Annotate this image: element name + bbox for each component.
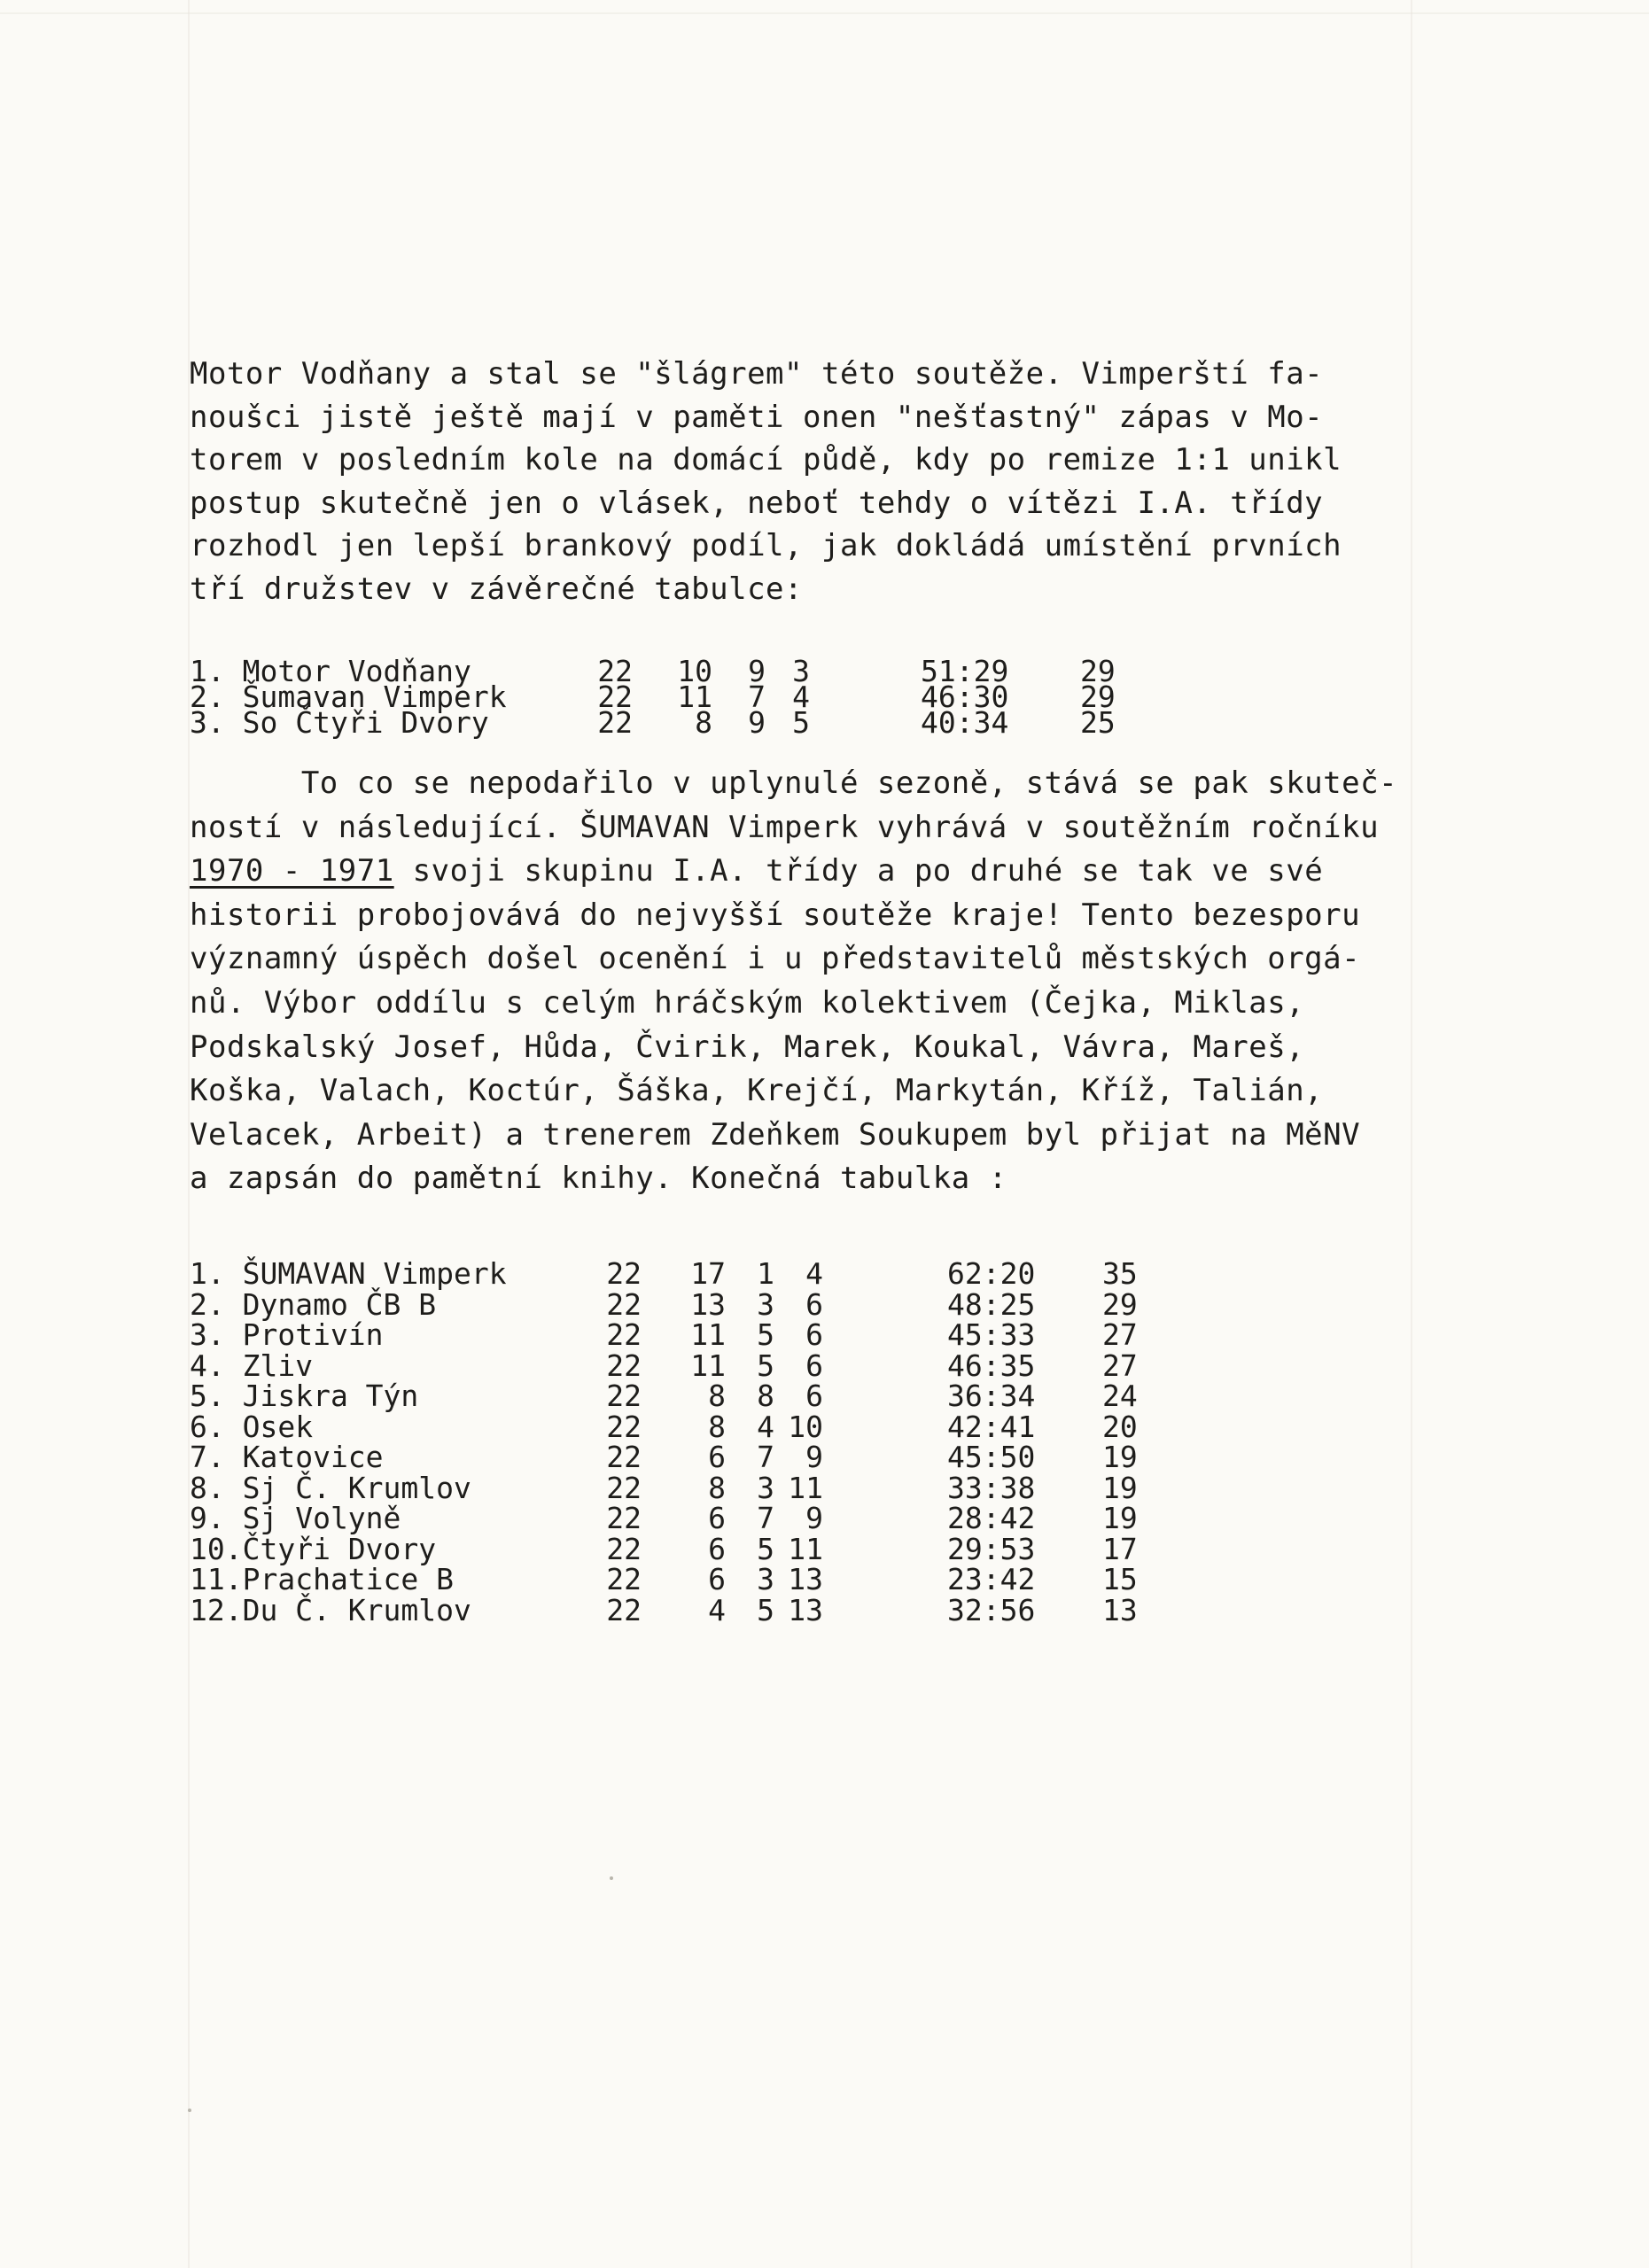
points: 24 <box>1102 1379 1138 1413</box>
team-name: 3. Protivín <box>190 1317 384 1352</box>
text-fragment: svoji skupinu I.A. třídy a po druhé se tak ve své <box>393 853 1324 889</box>
points: 15 <box>1102 1562 1138 1596</box>
text-line: postup skutečně jen o vlásek, neboť tehdy o vítězi I.A. třídy <box>190 485 1324 521</box>
points: 27 <box>1102 1317 1138 1352</box>
played: 22 <box>606 1562 642 1596</box>
text-line: a zapsán do pamětní knihy. Konečná tabulka : <box>190 1161 1007 1197</box>
drawn: 5 <box>757 1348 774 1383</box>
drawn: 7 <box>757 1440 774 1474</box>
top-edge-fold <box>0 12 1649 14</box>
text-line: Velacek, Arbeit) a trenerem Zdeňkem Soukupem byl přijat na MěNV <box>190 1116 1361 1153</box>
points: 27 <box>1102 1348 1138 1383</box>
won: 6 <box>708 1562 726 1596</box>
drawn: 4 <box>757 1409 774 1444</box>
season-years: 1970 - 1971 <box>190 853 394 889</box>
score: 32:56 <box>947 1592 1036 1627</box>
team-name: 7. Katovice <box>190 1440 384 1474</box>
points: 20 <box>1102 1409 1138 1444</box>
team-name: 11.Prachatice B <box>190 1562 455 1596</box>
points: 35 <box>1102 1256 1138 1291</box>
drawn: 9 <box>748 705 766 740</box>
points: 17 <box>1102 1531 1138 1566</box>
score: 40:34 <box>921 705 1009 740</box>
points: 19 <box>1102 1440 1138 1474</box>
text-line: Motor Vodňany a stal se "šlágrem" této soutěže. Vimperští fa- <box>190 356 1324 392</box>
score: 45:33 <box>947 1317 1036 1352</box>
won: 8 <box>708 1379 726 1413</box>
won: 8 <box>708 1409 726 1444</box>
lost: 3 <box>792 654 810 688</box>
text-line: To co se nepodařilo v uplynulé sezoně, stává se pak skuteč- <box>190 765 1398 801</box>
played: 22 <box>606 1440 642 1474</box>
lost: 11 <box>788 1531 823 1566</box>
won: 17 <box>690 1256 726 1291</box>
team-name: 5. Jiskra Týn <box>190 1379 419 1413</box>
team-name: 4. Zliv <box>190 1348 314 1383</box>
text-line: nů. Výbor oddílu s celým hráčským kolektivem (Čejka, Miklas, <box>190 984 1305 1021</box>
played: 22 <box>597 680 633 714</box>
team-name: 9. Sj Volyně <box>190 1501 401 1535</box>
score: 36:34 <box>947 1379 1036 1413</box>
lost: 9 <box>805 1440 823 1474</box>
lost: 6 <box>805 1317 823 1352</box>
played: 22 <box>606 1256 642 1291</box>
points: 29 <box>1102 1286 1138 1322</box>
lost: 6 <box>805 1286 823 1322</box>
played: 22 <box>606 1470 642 1505</box>
drawn: 7 <box>748 680 766 714</box>
won: 8 <box>695 705 712 740</box>
score: 29:53 <box>947 1531 1036 1566</box>
text-line: torem v posledním kole na domácí půdě, kdy po remize 1:1 unikl <box>190 442 1342 478</box>
lost: 10 <box>788 1409 823 1444</box>
won: 4 <box>708 1592 726 1627</box>
drawn: 7 <box>757 1501 774 1535</box>
text-line: Podskalský Josef, Hůda, Čvirik, Marek, Koukal, Vávra, Mareš, <box>190 1029 1305 1065</box>
played: 22 <box>606 1592 642 1627</box>
lost: 9 <box>805 1501 823 1535</box>
score: 51:29 <box>921 654 1009 688</box>
won: 8 <box>708 1470 726 1505</box>
team-name: 1. ŠUMAVAN Vimperk <box>190 1256 507 1291</box>
won: 6 <box>708 1531 726 1566</box>
paragraph-intro <box>190 353 1466 611</box>
score: 46:30 <box>921 680 1009 714</box>
won: 13 <box>690 1286 726 1322</box>
team-name: 6. Osek <box>190 1409 314 1444</box>
paper-speck <box>610 1876 613 1880</box>
team-name: 10.Čtyři Dvory <box>190 1531 437 1566</box>
won: 11 <box>690 1317 726 1352</box>
lost: 4 <box>792 680 810 714</box>
lost: 4 <box>805 1256 823 1291</box>
won: 10 <box>677 654 712 688</box>
team-name: 2. Dynamo ČB B <box>190 1286 437 1322</box>
played: 22 <box>606 1317 642 1352</box>
text-line: rozhodl jen lepší brankový podíl, jak dokládá umístění prvních <box>190 528 1342 564</box>
won: 6 <box>708 1501 726 1535</box>
text-line <box>190 850 1466 894</box>
drawn: 5 <box>757 1317 774 1352</box>
won: 11 <box>677 680 712 714</box>
team-name: 12.Du Č. Krumlov <box>190 1592 471 1627</box>
drawn: 3 <box>757 1470 774 1505</box>
drawn: 5 <box>757 1592 774 1627</box>
lost: 6 <box>805 1379 823 1413</box>
drawn: 3 <box>757 1562 774 1596</box>
team-name: 8. Sj Č. Krumlov <box>190 1470 471 1505</box>
played: 22 <box>606 1286 642 1322</box>
drawn: 1 <box>757 1256 774 1291</box>
paragraph-promotion <box>190 762 1466 1201</box>
team-name: 1. Motor Vodňany <box>190 654 471 688</box>
won: 6 <box>708 1440 726 1474</box>
score: 42:41 <box>947 1409 1036 1444</box>
text-line: významný úspěch došel ocenění i u představitelů městských orgá- <box>190 941 1361 977</box>
text-line: historii probojovává do nejvyšší soutěže kraje! Tento bezesporu <box>190 897 1361 933</box>
team-name: 3. So Čtyři Dvory <box>190 705 489 740</box>
lost: 5 <box>792 705 810 740</box>
played: 22 <box>597 654 633 688</box>
played: 22 <box>597 705 633 740</box>
drawn: 8 <box>757 1379 774 1413</box>
score: 33:38 <box>947 1470 1036 1505</box>
played: 22 <box>606 1409 642 1444</box>
score: 62:20 <box>947 1256 1036 1291</box>
points: 19 <box>1102 1470 1138 1505</box>
score: 28:42 <box>947 1501 1036 1535</box>
played: 22 <box>606 1501 642 1535</box>
drawn: 9 <box>748 654 766 688</box>
points: 13 <box>1102 1592 1138 1627</box>
lost: 13 <box>788 1592 823 1627</box>
played: 22 <box>606 1348 642 1383</box>
text-line: noušci jistě ještě mají v paměti onen "nešťastný" zápas v Mo- <box>190 399 1324 435</box>
score: 48:25 <box>947 1286 1036 1322</box>
score: 46:35 <box>947 1348 1036 1383</box>
lost: 6 <box>805 1348 823 1383</box>
text-line: ností v následující. ŠUMAVAN Vimperk vyhrává v soutěžním ročníku <box>190 809 1380 845</box>
text-line: Koška, Valach, Koctúr, Šáška, Krejčí, Markytán, Kříž, Talián, <box>190 1073 1324 1109</box>
played: 22 <box>606 1379 642 1413</box>
lost: 11 <box>788 1470 823 1505</box>
paper-speck <box>188 2109 191 2112</box>
text-line: tří družstev v závěrečné tabulce: <box>190 571 804 607</box>
points: 29 <box>1080 654 1116 688</box>
drawn: 3 <box>757 1286 774 1322</box>
team-name: 2. Šumavan Vimperk <box>190 680 507 714</box>
drawn: 5 <box>757 1531 774 1566</box>
score: 45:50 <box>947 1440 1036 1474</box>
won: 11 <box>690 1348 726 1383</box>
points: 29 <box>1080 680 1116 714</box>
points: 25 <box>1080 705 1116 740</box>
score: 23:42 <box>947 1562 1036 1596</box>
points: 19 <box>1102 1501 1138 1535</box>
played: 22 <box>606 1531 642 1566</box>
lost: 13 <box>788 1562 823 1596</box>
